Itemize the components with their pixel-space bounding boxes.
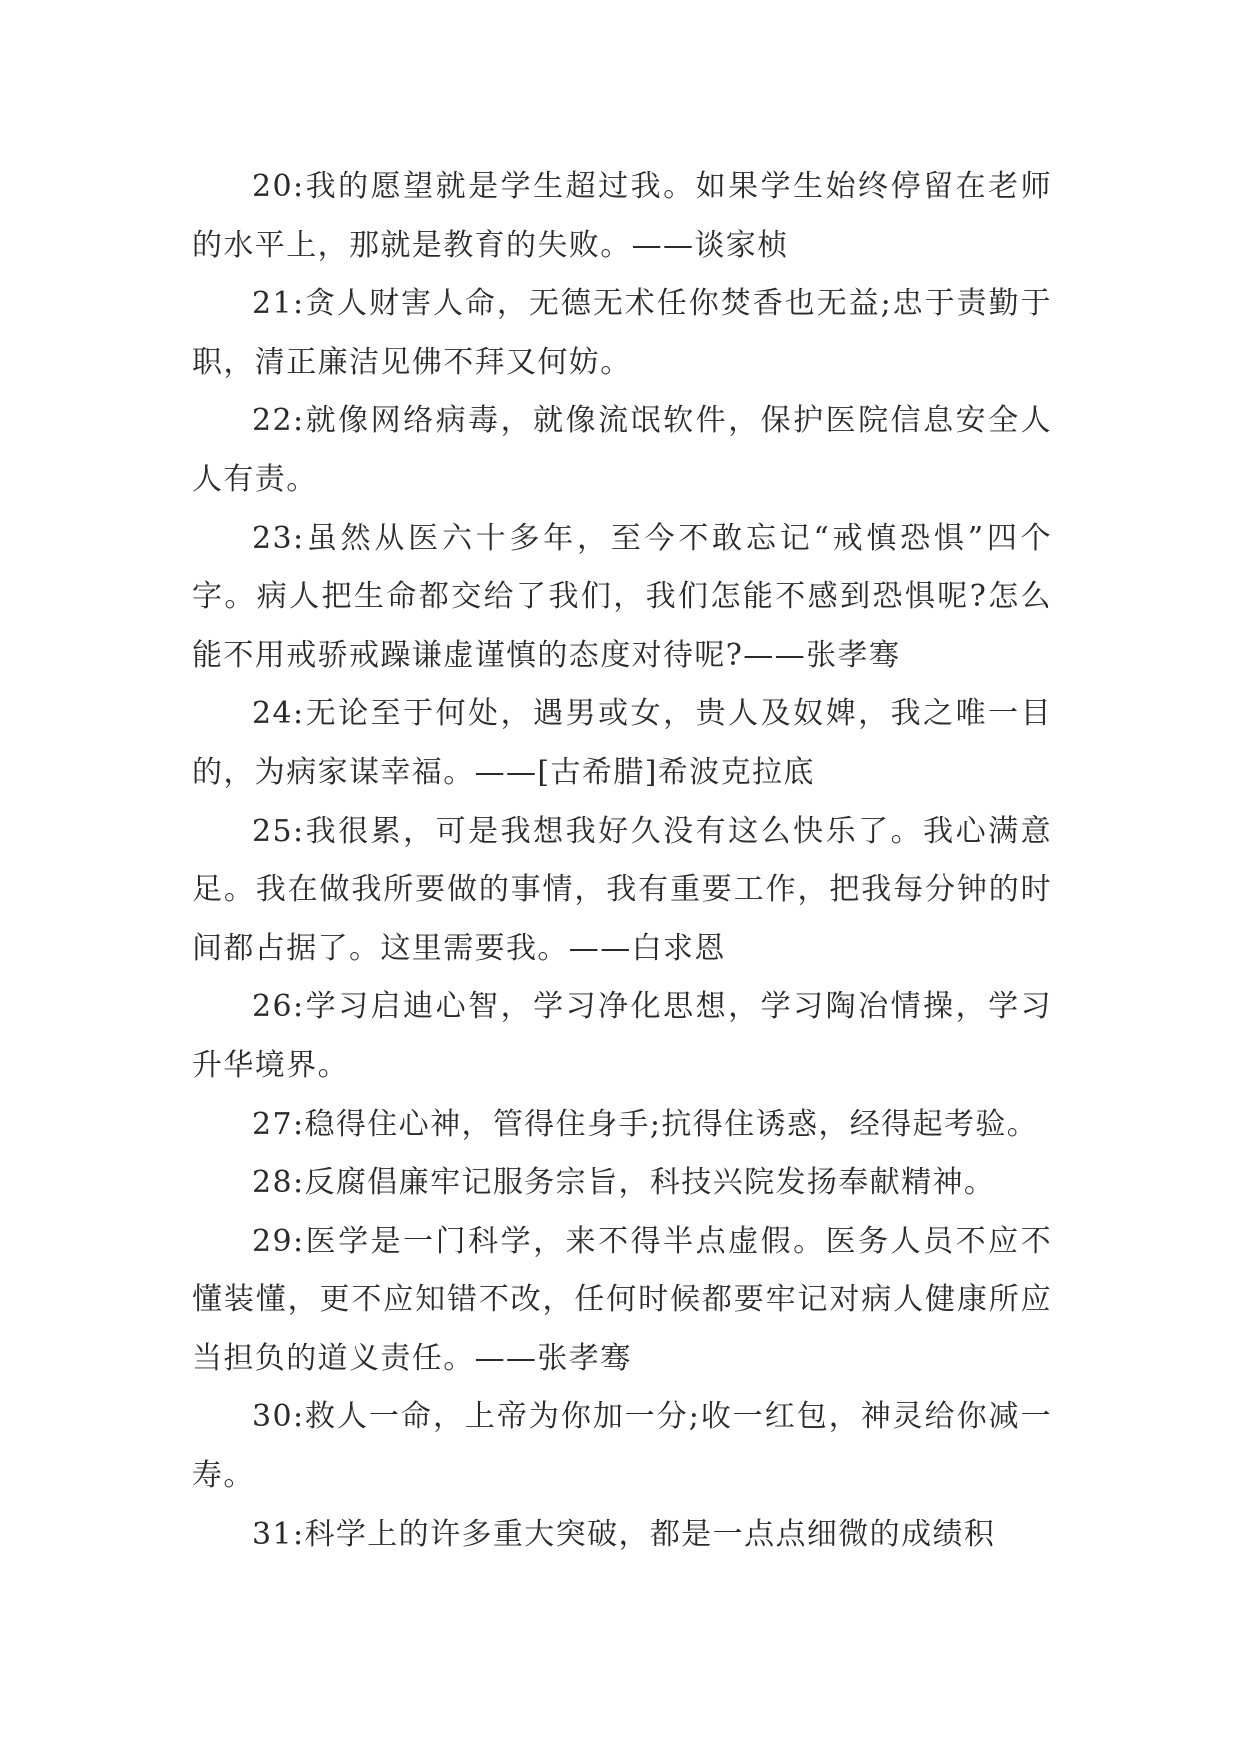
- quote-paragraph-29: 29:医学是一门科学，来不得半点虚假。医务人员不应不懂装懂，更不应知错不改，任何时候都要牢记对病人健康所应当担负的道义责任。——张孝骞: [192, 1223, 1052, 1376]
- quote-paragraph-22: 22:就像网络病毒，就像流氓软件，保护医院信息安全人人有责。: [192, 403, 1052, 497]
- quote-paragraph-28: 28:反腐倡廉牢记服务宗旨，科技兴院发扬奉献精神。: [252, 1165, 996, 1201]
- quote-paragraph-27: 27:稳得住心神，管得住身手;抗得住诱惑，经得起考验。: [252, 1106, 1039, 1142]
- quote-paragraph-24: 24:无论至于何处，遇男或女，贵人及奴婢，我之唯一目的，为病家谋幸福。——[古希腊]希波克拉底: [192, 696, 1052, 790]
- quote-paragraph-25: 25:我很累，可是我想我好久没有这么快乐了。我心满意足。我在做我所要做的事情，我有重要工作，把我每分钟的时间都占据了。这里需要我。——白求恩: [192, 813, 1052, 966]
- document-body: [192, 158, 1052, 1564]
- quote-paragraph-26: 26:学习启迪心智，学习净化思想，学习陶冶情操，学习升华境界。: [192, 989, 1052, 1083]
- quote-paragraph-21: 21:贪人财害人命，无德无术任你焚香也无益;忠于责勤于职，清正廉洁见佛不拜又何妨。: [192, 286, 1052, 380]
- quote-paragraph-23: 23:虽然从医六十多年，至今不敢忘记“戒慎恐惧”四个字。病人把生命都交给了我们，我们怎能不感到恐惧呢?怎么能不用戒骄戒躁谦虚谨慎的态度对待呢?——张孝骞: [192, 520, 1052, 673]
- quote-paragraph-30: 30:救人一命，上帝为你加一分;收一红包，神灵给你减一寿。: [192, 1399, 1052, 1494]
- quote-paragraph-31: 31:科学上的许多重大突破，都是一点点细微的成绩积: [252, 1516, 996, 1552]
- quote-paragraph-20: 20:我的愿望就是学生超过我。如果学生始终停留在老师的水平上，那就是教育的失败。——谈家桢: [192, 169, 1052, 263]
